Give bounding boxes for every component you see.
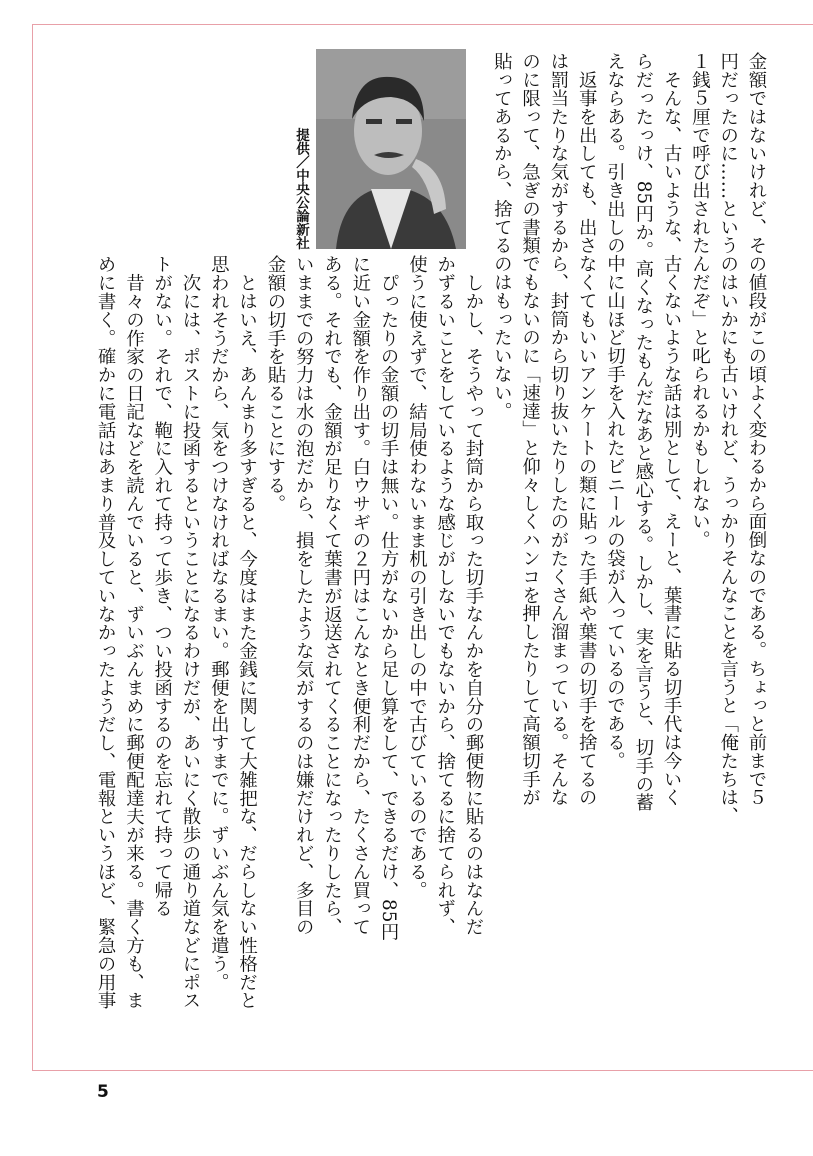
text-column: に近い金額を作り出す。白ウサギの２円はこんなとき便利だから、たくさん買って xyxy=(349,255,371,936)
page-number: 5 xyxy=(97,1082,109,1102)
text-column: かずるいことをしているような感じがしないでもないから、捨てるに捨てられず、 xyxy=(434,255,456,936)
text-column: 返事を出しても、出さなくてもいいアンケートの類に貼った手紙や葉書の切手を捨てるの xyxy=(576,52,598,807)
text-column: 思われそうだから、気をつけなければなるまい。郵便を出すまでに。ずいぶん気を遣う。 xyxy=(208,255,230,991)
text-column: めに書く。確かに電話はあまり普及していなかったようだし、電報というほど、緊急の用事 xyxy=(95,255,117,1010)
text-column: 金額ではないけれど、その値段がこの頃よく変わるから面倒なのである。ちょっと前まで５ xyxy=(746,52,767,807)
text-column: １銭５厘で呼び出されたんだぞ」と叱られるかもしれない。 xyxy=(689,52,711,549)
text-column: えならある。引き出しの中に山ほど切手を入れたビニールの袋が入っているのである。 xyxy=(604,52,626,770)
text-column: トがない。それで、鞄に入れて持って歩き、つい投函するのを忘れて持って帰る xyxy=(151,255,173,918)
text-column: らだったっけ、85円か。高くなったもんだなあと感心する。しかし、実を言うと、切手の蓄 xyxy=(632,52,654,812)
author-photo xyxy=(316,49,466,249)
text-column: しかし、そうやって封筒から取った切手なんかを自分の郵便物に貼るのはなんだ xyxy=(463,255,484,936)
text-column: とはいえ、あんまり多すぎると、今度はまた金銭に関して大雑把な、だらしない性格だと xyxy=(236,255,258,1010)
text-column: は罰当たりな気がするから、封筒から切り抜いたりしたのがたくさん溜まっている。そんな xyxy=(547,52,569,807)
text-column: 昔々の作家の日記などを読んでいると、ずいぶんまめに郵便配達夫が来る。書く方も、ま xyxy=(123,255,145,1010)
text-column: そんな、古いような、古くないような話は別として、えーと、葉書に貼る切手代は今いく xyxy=(661,52,683,807)
portrait-image xyxy=(316,49,466,249)
text-column: ぴったりの金額の切手は無い。仕方がないから足し算をして、できるだけ、85円 xyxy=(378,255,400,941)
text-column: ある。それでも、金額が足りなくて葉書が返送されてくることになったりしたら、 xyxy=(321,255,343,936)
photo-credit-caption: 提供／中央公論新社 xyxy=(293,128,309,250)
text-column: のに限って、急ぎの書類でもないのに「速達」と仰々しくハンコを押したりして高額切手が xyxy=(519,52,541,807)
text-column: 金額の切手を貼ることにする。 xyxy=(264,255,286,513)
text-column: いままでの努力は水の泡だから、損をしたような気がするのは嫌だけれど、多目の xyxy=(293,255,315,936)
text-column: 次には、ポストに投函するということになるわけだが、あいにく散歩の通り道などにポス xyxy=(180,255,201,1010)
text-column: 使うに使えずで、結局使わないまま机の引き出しの中で古びているのである。 xyxy=(406,255,428,899)
text-column: 円だったのに……というのはいかにも古いけれど、うっかりそんなことを言うと「俺たちは、 xyxy=(717,52,739,825)
text-column: 貼ってあるから、捨てるのはもったいない。 xyxy=(491,52,513,420)
